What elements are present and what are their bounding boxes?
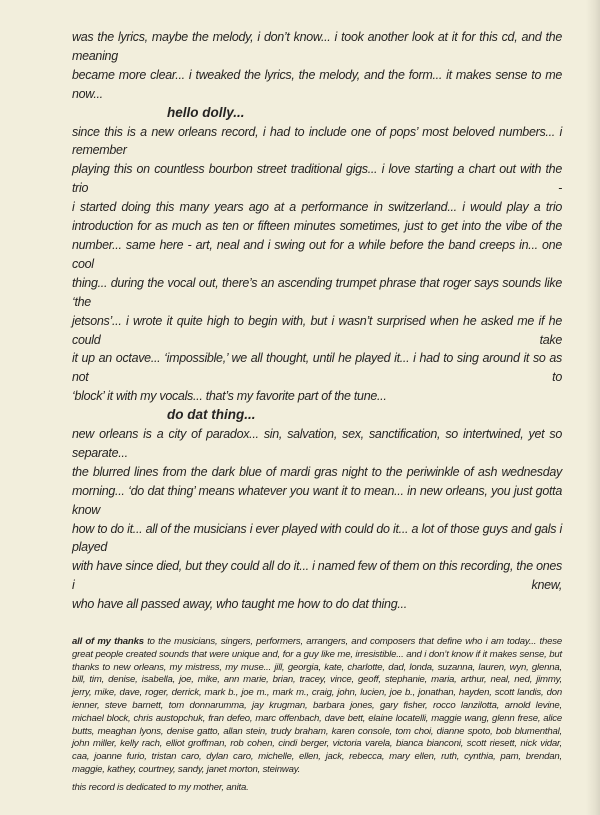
thanks-lead: all of my thanks — [72, 636, 144, 648]
thanks-line: michael block, chris austopchuk, fran defeo, marc offenbach, dave bett, elaine locatelli, maggie wang, glenn frese, alice — [72, 712, 562, 724]
text-line: with have since died, but they could all do it... i named few of them on this recording, the ones i knew, — [72, 559, 562, 593]
text-line: introduction for as much as ten or fifteen minutes sometimes, just to get into the vibe of the — [72, 219, 562, 234]
thanks-line: butts, meaghan lyons, denise gatto, allan stein, trudy braham, karen console, tom choi, dianne spoto, bob blumenthal, — [72, 725, 562, 737]
dedication: this record is dedicated to my mother, anita. — [72, 781, 249, 793]
thanks-line: bill, tim, denise, isabella, joe, mike, ann marie, brian, tracey, vince, geoff, stephanie, maria, arthur, neal, ned, jimmy, — [72, 674, 562, 686]
thanks-line: maggie, kathey, courtney, sandy, janet morton, steinway. — [72, 764, 301, 776]
text-line: morning... ‘do dat thing’ means whatever you want it to mean... in new orleans, you just gotta know — [72, 483, 562, 517]
text-line: number... same here - art, neal and i swing out for a while before the band creeps in... one cool — [72, 237, 562, 271]
text-line: new orleans is a city of paradox... sin, salvation, sex, sanctification, so intertwined, yet so separate... — [72, 427, 562, 460]
thanks-line: jerry, mike, dave, roger, derrick, mark b., joe m., mark m., craig, john, lucien, joe b., jonathan, hayden, scott landis, don — [72, 687, 562, 699]
thanks-line: great people created sounds that were unique and, for a guy like me, irresistible... and i don’t know if it makes sense, but — [72, 648, 562, 660]
liner-notes-body — [72, 0, 562, 614]
text-line: it up an octave... ‘impossible,’ we all thought, until he played it... i had to sing around it so as not to — [72, 351, 562, 385]
paragraph-do-dat-thing — [72, 425, 562, 614]
thanks-line: thanks to new orleans, my mistress, my muse... jill, georgia, kate, charlotte, dad, londa, suzanna, lauren, wyn, glenna, — [72, 661, 562, 673]
text-line: ‘block’ it with my vocals... that’s my favorite part of the tune... — [72, 389, 387, 404]
song-heading-hello-dolly: hello dolly... — [167, 104, 245, 120]
text-line: thing... during the vocal out, there’s an ascending trumpet phrase that roger says sounds like ‘the — [72, 275, 562, 309]
acknowledgements — [72, 636, 562, 815]
text-line: the blurred lines from the dark blue of mardi gras night to the periwinkle of ash wednesday — [72, 464, 562, 479]
thanks-text: to the musicians, singers, performers, arrangers, and composers that define who i am today... these — [143, 636, 562, 648]
text-line: was the lyrics, maybe the melody, i don’t know... i took another look at it for this cd, and the meaning — [72, 30, 562, 63]
text-line: jetsons’... i wrote it quite high to begin with, but i wasn’t surprised when he asked me if he could take — [72, 313, 562, 347]
text-line: how to do it... all of the musicians i ever played with could do it... a lot of those guys and gals i played — [72, 521, 562, 555]
text-line: i started doing this many years ago at a performance in switzerland... i would play a trio — [72, 200, 562, 215]
paragraph-intro — [72, 28, 562, 104]
thanks-line: ienner, steve barnett, tom donnarumma, jay krugman, barbara jones, gary fisher, rocco lanzilotta, arnold levine, — [72, 700, 562, 712]
page-edge-shadow — [586, 0, 600, 815]
song-heading-do-dat-thing: do dat thing... — [167, 407, 256, 423]
thanks-line — [72, 636, 562, 649]
text-line: became more clear... i tweaked the lyrics, the melody, and the form... it makes sense to me now... — [72, 67, 562, 101]
text-line: playing this on countless bourbon street traditional gigs... i love starting a chart out with the trio - — [72, 162, 562, 196]
text-line: who have all passed away, who taught me how to do dat thing... — [72, 597, 407, 612]
thanks-line: john miller, kelly rach, elliot groffman, rob cohen, cindi berger, victoria varela, bianca bianconi, scott riesett, nick vidar, — [72, 738, 562, 750]
paragraph-hello-dolly — [72, 123, 562, 407]
text-line: since this is a new orleans record, i had to include one of pops’ most beloved numbers... i remember — [72, 124, 562, 158]
thanks-line: caa, joanne furio, tristan caro, dylan caro, michelle, ellen, jack, rebecca, mary ellen, ruth, cynthia, pam, brendan, — [72, 751, 562, 763]
